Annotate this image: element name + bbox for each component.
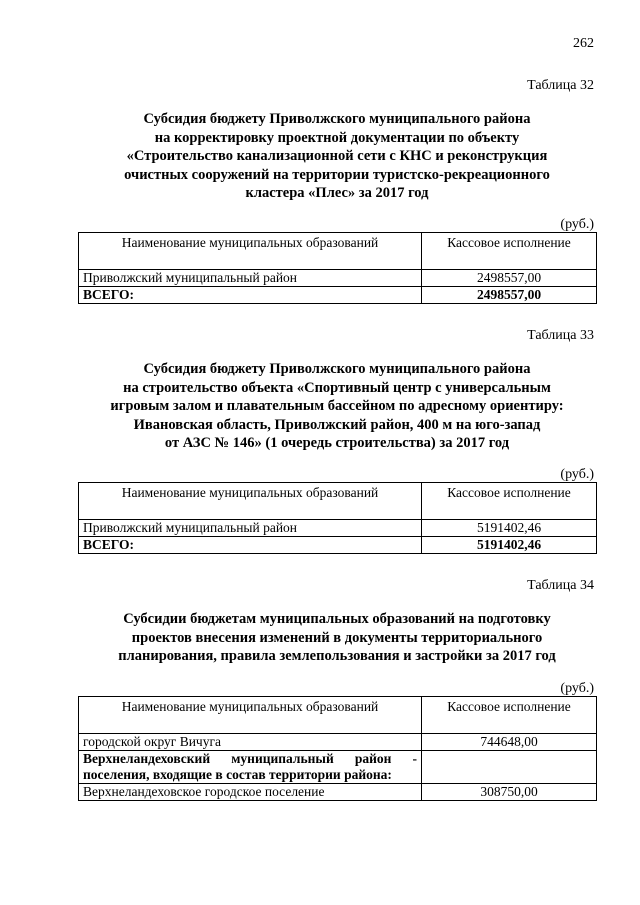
table-34-title <box>78 610 596 666</box>
table-row <box>79 270 597 287</box>
table-row <box>79 784 597 801</box>
total-name: ВСЕГО: <box>79 287 422 304</box>
row-name: городской округ Вичуга <box>79 734 422 751</box>
row-name: Приволжский муниципальный район <box>79 520 422 537</box>
table-34-unit: (руб.) <box>560 681 594 696</box>
table-header-row <box>79 233 597 270</box>
row-value: 744648,00 <box>422 734 597 751</box>
row-value <box>422 751 597 784</box>
table-header-row <box>79 483 597 520</box>
header-name: Наименование муниципальных образований <box>79 233 422 270</box>
title-line: очистных сооружений на территории туристско-рекреационного <box>124 166 550 183</box>
header-value: Кассовое исполнение <box>422 697 597 734</box>
table-row <box>79 734 597 751</box>
table-32-title <box>78 110 596 203</box>
row-name: Приволжский муниципальный район <box>79 270 422 287</box>
table-32 <box>78 232 597 304</box>
title-line: «Строительство канализационной сети с КНС и реконструкция <box>126 148 548 165</box>
total-value: 2498557,00 <box>422 287 597 304</box>
header-value: Кассовое исполнение <box>422 233 597 270</box>
total-name: ВСЕГО: <box>79 537 422 554</box>
title-line: Субсидия бюджету Приволжского муниципального района <box>143 361 531 377</box>
table-33-title <box>78 360 596 453</box>
title-line: планирования, правила землепользования и застройки за 2017 год <box>118 648 556 665</box>
table-row <box>79 751 597 784</box>
header-name: Наименование муниципальных образований <box>79 697 422 734</box>
table-row <box>79 520 597 537</box>
table-header-row <box>79 697 597 734</box>
header-value: Кассовое исполнение <box>422 483 597 520</box>
title-line: Субсидия бюджету Приволжского муниципального района <box>143 111 531 127</box>
table-34-label: Таблица 34 <box>527 578 594 593</box>
row-name: Верхнеландеховский муниципальный район - поселения, входящие в состав территории района: <box>79 751 422 784</box>
table-33-unit: (руб.) <box>560 467 594 482</box>
row-value: 2498557,00 <box>422 270 597 287</box>
row-value: 308750,00 <box>422 784 597 801</box>
title-line: Ивановская область, Приволжский район, 400 м на юго-запад <box>133 416 541 433</box>
title-line: проектов внесения изменений в документы территориального <box>131 629 543 646</box>
title-line: от АЗС № 146» (1 очередь строительства) за 2017 год <box>164 435 510 452</box>
row-name: Верхнеландеховское городское поселение <box>79 784 422 801</box>
header-name: Наименование муниципальных образований <box>79 483 422 520</box>
table-32-unit: (руб.) <box>560 217 594 232</box>
page-number: 262 <box>573 36 594 51</box>
title-line: на корректировку проектной документации по объекту <box>154 129 520 146</box>
title-line: кластера «Плес» за 2017 год <box>245 185 429 202</box>
total-row <box>79 537 597 554</box>
table-33-label: Таблица 33 <box>527 328 594 343</box>
total-row <box>79 287 597 304</box>
table-32-label: Таблица 32 <box>527 78 594 93</box>
row-value: 5191402,46 <box>422 520 597 537</box>
table-34 <box>78 696 597 801</box>
table-33 <box>78 482 597 554</box>
title-line: на строительство объекта «Спортивный центр с универсальным <box>123 379 551 396</box>
title-line: Субсидии бюджетам муниципальных образований на подготовку <box>123 611 551 627</box>
total-value: 5191402,46 <box>422 537 597 554</box>
title-line: игровым залом и плавательным бассейном по адресному ориентиру: <box>110 398 564 415</box>
